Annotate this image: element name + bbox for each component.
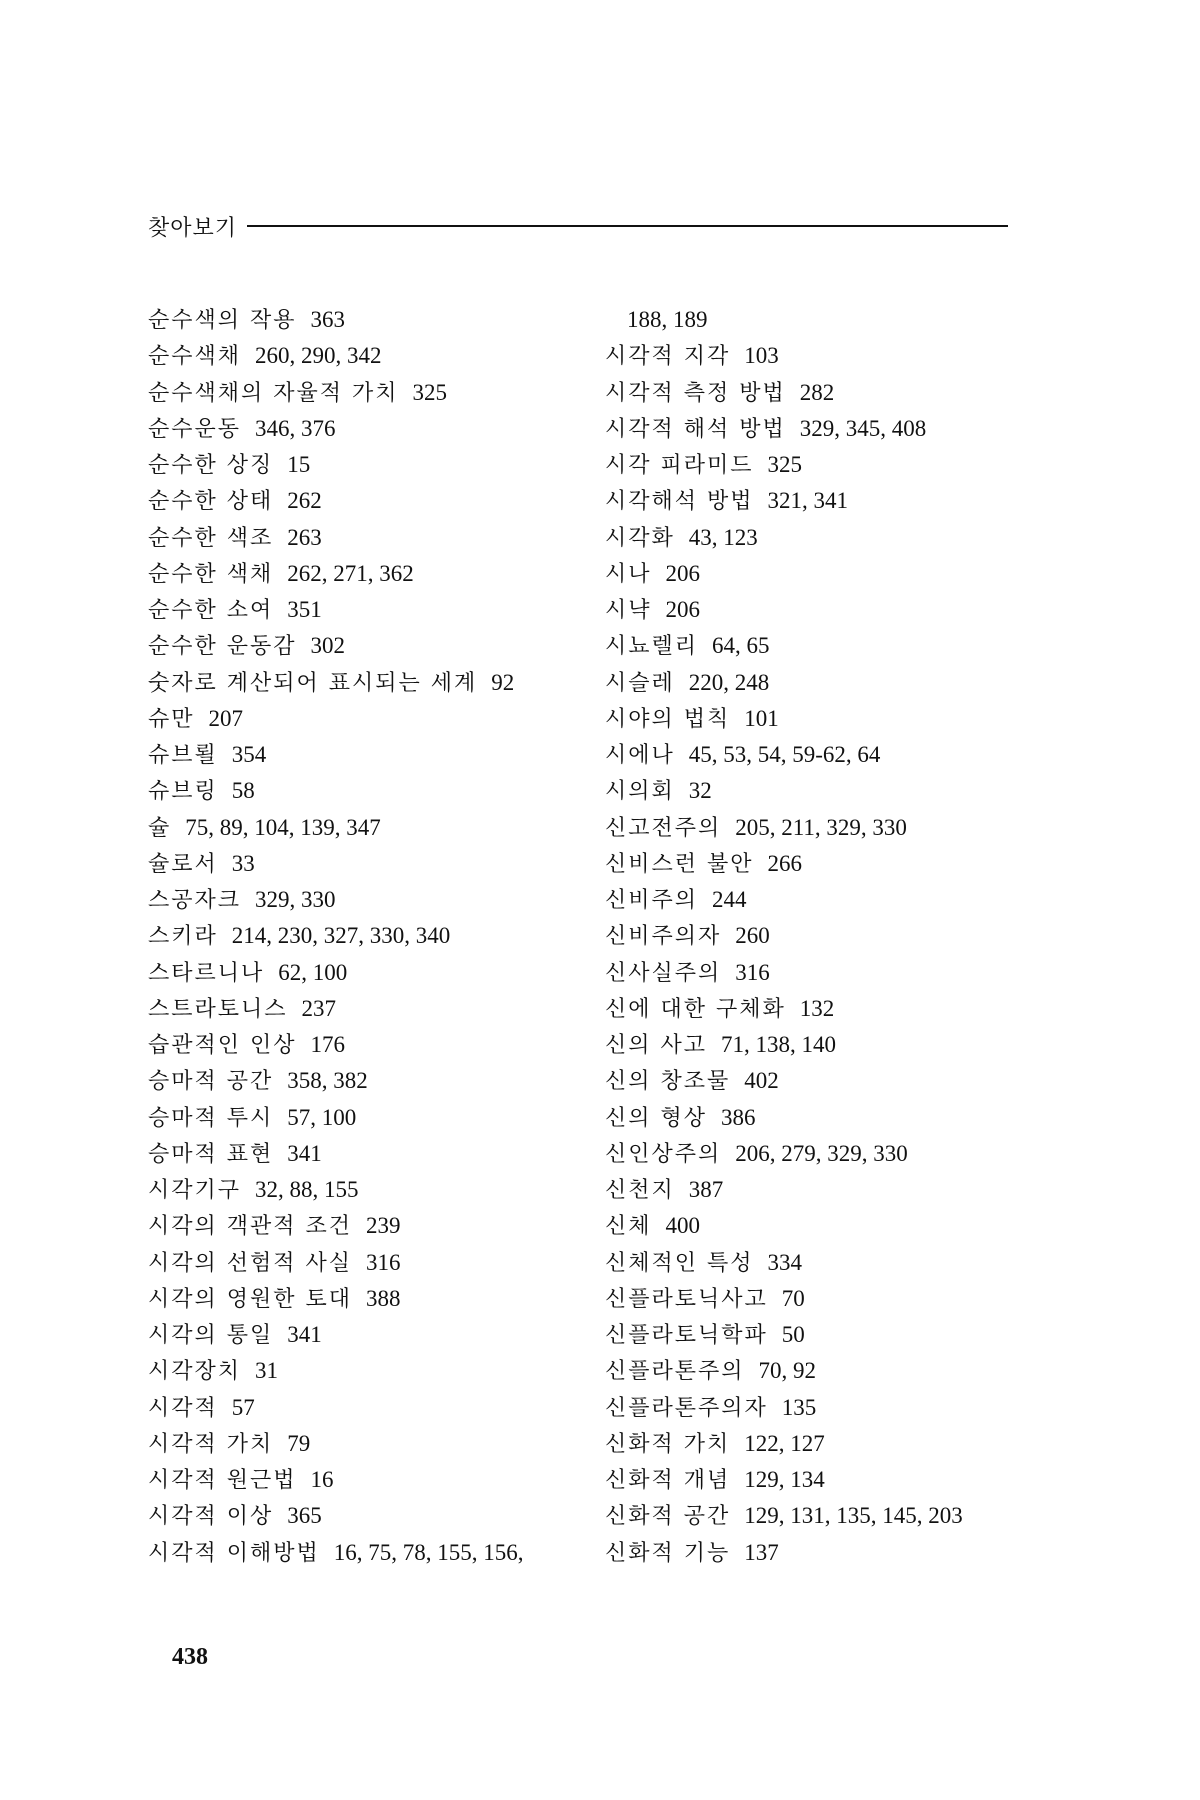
index-term: 시각적 이상 (148, 1504, 274, 1530)
index-term: 시슬레 (605, 670, 675, 696)
index-pages: 260 (735, 923, 770, 949)
index-pages: 329, 345, 408 (799, 415, 927, 441)
index-entry (605, 810, 1075, 846)
index-entry (605, 556, 1075, 592)
index-entry (605, 1281, 1075, 1317)
index-term: 순수한 운동감 (148, 634, 297, 660)
index-term: 신체적인 특성 (605, 1250, 754, 1276)
index-pages: 206, 279, 329, 330 (735, 1140, 908, 1166)
index-entry (148, 338, 618, 374)
index-entry (605, 955, 1075, 991)
index-term: 시각적 이해방법 (148, 1540, 320, 1566)
index-pages: 365 (287, 1503, 322, 1529)
index-pages: 71, 138, 140 (721, 1032, 837, 1057)
index-entry (148, 375, 618, 411)
index-entry (148, 1172, 618, 1208)
index-pages: 262 (287, 488, 322, 514)
index-pages: 15 (287, 452, 311, 477)
index-term: 습관적인 인상 (148, 1033, 297, 1058)
header-title: 찾아보기 (148, 215, 238, 241)
index-pages: 70 (781, 1285, 805, 1311)
index-term: 신플라토닉학파 (605, 1323, 768, 1348)
index-term: 순수한 색채 (148, 561, 274, 587)
index-term: 시각기구 (148, 1178, 242, 1203)
index-pages: 321, 341 (767, 488, 849, 514)
index-entry (605, 1498, 1075, 1534)
index-entry (605, 592, 1075, 628)
index-pages: 302 (310, 633, 346, 659)
index-entry (148, 1245, 618, 1281)
index-term: 신비스런 불안 (605, 851, 754, 877)
index-term: 순수한 상징 (148, 453, 274, 478)
index-entry (148, 882, 618, 918)
index-entry (605, 918, 1075, 954)
index-entry (148, 1027, 618, 1063)
index-term: 슐로서 (148, 851, 218, 877)
index-term: 시각화 (605, 525, 675, 551)
index-pages: 129, 131, 135, 145, 203 (744, 1503, 963, 1529)
index-term: 시각적 측정 방법 (605, 380, 786, 406)
index-term: 신비주의 (605, 888, 699, 913)
index-entry (148, 1136, 618, 1172)
index-term: 시의회 (605, 779, 675, 805)
index-term: 승마적 투시 (148, 1105, 274, 1131)
index-entry (148, 1462, 618, 1498)
index-pages: 325 (412, 379, 448, 405)
index-pages: 260, 290, 342 (255, 343, 382, 369)
index-entry (148, 1208, 618, 1244)
index-entry (148, 991, 618, 1027)
index-entry (605, 665, 1075, 701)
index-pages: 387 (688, 1177, 724, 1202)
index-entry (148, 447, 618, 483)
index-term: 순수색채의 자율적 가치 (148, 380, 399, 406)
index-term: 신사실주의 (605, 960, 722, 986)
index-entry (148, 773, 618, 809)
index-entry (148, 411, 618, 447)
index-pages: 351 (287, 597, 322, 622)
index-term: 순수한 상태 (148, 489, 274, 515)
index-pages: 132 (799, 995, 835, 1021)
page-number: 438 (172, 1644, 208, 1670)
index-term: 시각의 영원한 토대 (148, 1286, 353, 1312)
index-term: 시각의 선험적 사실 (148, 1250, 353, 1276)
index-pages: 32 (688, 778, 712, 804)
index-term: 시각의 통일 (148, 1323, 274, 1348)
index-pages: 316 (735, 959, 770, 985)
index-entry (605, 1390, 1075, 1426)
index-entry (605, 1136, 1075, 1172)
index-term: 신체 (605, 1214, 652, 1240)
index-entry (148, 483, 618, 519)
index-pages: 57 (231, 1394, 255, 1420)
index-term: 순수색의 작용 (148, 308, 297, 333)
index-term: 신천지 (605, 1178, 675, 1203)
index-term: 시야의 법칙 (605, 706, 731, 732)
index-entry (605, 1208, 1075, 1244)
index-pages: 129, 134 (744, 1467, 825, 1492)
index-entry (605, 447, 1075, 483)
index-entry (605, 701, 1075, 737)
index-pages: 207 (208, 705, 244, 731)
index-entry (148, 556, 618, 592)
index-entry (605, 1317, 1075, 1353)
index-entry (148, 628, 618, 664)
index-entry (605, 991, 1075, 1027)
index-entry (605, 1245, 1075, 1281)
index-term: 순수한 소여 (148, 598, 274, 623)
index-entry (148, 1535, 618, 1571)
index-pages: 214, 230, 327, 330, 340 (231, 923, 451, 949)
index-entry (605, 846, 1075, 882)
index-pages: 341 (287, 1140, 322, 1166)
index-term: 신고전주의 (605, 815, 722, 841)
index-term: 시각 피라미드 (605, 453, 754, 478)
index-entry (605, 1172, 1075, 1208)
index-term: 시냑 (605, 598, 652, 623)
index-pages: 386 (721, 1104, 756, 1130)
index-entry (148, 1281, 618, 1317)
index-pages: 57, 100 (287, 1104, 357, 1130)
index-pages: 92 (491, 669, 515, 695)
index-term: 스트라토니스 (148, 996, 288, 1022)
index-pages: 176 (310, 1032, 346, 1057)
index-term: 신화적 가치 (605, 1431, 731, 1457)
index-term: 신비주의자 (605, 924, 722, 950)
index-pages: 262, 271, 362 (287, 560, 414, 586)
index-pages: 58 (231, 778, 255, 804)
running-header (148, 206, 1008, 246)
index-term: 스공자크 (148, 888, 242, 913)
index-pages: 329, 330 (255, 887, 336, 912)
index-entry (148, 665, 618, 701)
index-entry (148, 1390, 618, 1426)
index-pages: 316 (366, 1249, 401, 1275)
index-entry (605, 882, 1075, 918)
index-term: 시각장치 (148, 1359, 242, 1385)
index-term: 신화적 기능 (605, 1540, 731, 1566)
index-pages: 62, 100 (278, 959, 348, 985)
index-entry (148, 1100, 618, 1136)
index-term: 신화적 개념 (605, 1468, 731, 1493)
index-pages: 50 (781, 1322, 805, 1347)
index-term: 승마적 표현 (148, 1141, 274, 1167)
index-pages: 16, 75, 78, 155, 156, (333, 1539, 524, 1565)
index-entry (148, 1063, 618, 1099)
index-entry (148, 520, 618, 556)
index-term: 신의 형상 (605, 1105, 708, 1131)
index-term: 신에 대한 구체화 (605, 996, 786, 1022)
index-entry (148, 592, 618, 628)
index-entry (148, 701, 618, 737)
index-term: 승마적 공간 (148, 1069, 274, 1095)
index-pages: 266 (767, 850, 803, 876)
index-entry (605, 520, 1075, 556)
index-pages: 16 (310, 1467, 334, 1492)
index-entry (605, 1100, 1075, 1136)
index-pages: 33 (231, 850, 255, 876)
index-pages: 354 (231, 742, 267, 767)
index-term: 시각적 지각 (605, 344, 731, 370)
index-entry (605, 338, 1075, 374)
index-pages: 206 (665, 597, 701, 622)
index-term: 시나 (605, 561, 652, 587)
index-pages: 358, 382 (287, 1068, 368, 1094)
index-term: 슐 (148, 815, 172, 841)
index-pages: 388 (366, 1285, 401, 1311)
index-term: 스키라 (148, 924, 218, 950)
index-pages: 45, 53, 54, 59-62, 64 (688, 742, 881, 767)
index-term: 숫자로 계산되어 표시되는 세계 (148, 670, 478, 696)
index-column-left (148, 302, 618, 1571)
index-pages: 137 (744, 1539, 779, 1565)
index-pages: 206 (665, 560, 701, 586)
index-entry (605, 302, 1075, 338)
index-pages: 101 (744, 705, 779, 731)
index-pages: 79 (287, 1430, 311, 1456)
index-entry (605, 737, 1075, 773)
index-term: 시각적 가치 (148, 1431, 274, 1457)
index-term: 슈만 (148, 706, 195, 732)
index-entry (148, 1353, 618, 1389)
index-term: 시각적 해석 방법 (605, 416, 786, 442)
index-entry (605, 411, 1075, 447)
index-pages: 103 (744, 343, 779, 369)
index-entry (605, 1027, 1075, 1063)
index-entry (148, 302, 618, 338)
index-pages: 239 (366, 1213, 401, 1239)
index-pages: 205, 211, 329, 330 (735, 814, 907, 840)
index-term: 슈브뢸 (148, 743, 218, 768)
index-entry (605, 1063, 1075, 1099)
index-entry (605, 1426, 1075, 1462)
index-term: 시뇨렐리 (605, 634, 699, 660)
index-pages: 237 (301, 995, 337, 1021)
index-pages: 363 (310, 307, 346, 332)
index-entry (148, 1426, 618, 1462)
index-pages: 32, 88, 155 (255, 1177, 359, 1202)
header-rule (247, 225, 1008, 227)
index-pages: 282 (799, 379, 835, 405)
index-entry (605, 1353, 1075, 1389)
index-pages: 334 (767, 1249, 803, 1275)
index-term: 신플라톤주의자 (605, 1395, 768, 1421)
index-term: 시각적 (148, 1395, 218, 1421)
index-column-right (605, 302, 1075, 1571)
index-term: 시에나 (605, 743, 675, 768)
index-entry (148, 918, 618, 954)
index-term: 슈브링 (148, 779, 218, 805)
index-pages: 220, 248 (688, 669, 770, 695)
index-term: 순수색채 (148, 344, 242, 370)
index-term: 순수한 색조 (148, 525, 274, 551)
index-term: 신의 사고 (605, 1033, 708, 1058)
index-pages: 341 (287, 1322, 322, 1347)
index-entry (148, 1317, 618, 1353)
index-pages: 346, 376 (255, 415, 336, 441)
index-entry (148, 1498, 618, 1534)
index-term: 신플라토닉사고 (605, 1286, 768, 1312)
index-term: 스타르니나 (148, 960, 265, 986)
index-entry (605, 773, 1075, 809)
index-term: 순수운동 (148, 416, 242, 442)
index-term: 시각해석 방법 (605, 489, 754, 515)
index-term: 신화적 공간 (605, 1504, 731, 1530)
index-entry (605, 1462, 1075, 1498)
index-entry (605, 375, 1075, 411)
index-term: 신인상주의 (605, 1141, 722, 1167)
index-pages: 75, 89, 104, 139, 347 (185, 814, 381, 840)
index-term: 신의 창조물 (605, 1069, 731, 1095)
index-term: 시각의 객관적 조건 (148, 1214, 353, 1240)
index-pages: 64, 65 (712, 633, 770, 659)
index-entry (148, 955, 618, 991)
index-pages: 135 (781, 1394, 817, 1420)
index-pages: 325 (767, 452, 803, 477)
index-pages: 122, 127 (744, 1430, 825, 1456)
index-pages: 263 (287, 524, 322, 550)
index-pages: 188, 189 (627, 307, 708, 332)
index-entry (605, 628, 1075, 664)
index-entry (148, 737, 618, 773)
index-entry (148, 846, 618, 882)
index-pages: 244 (712, 887, 747, 912)
index-term: 신플라톤주의 (605, 1359, 745, 1385)
index-entry (605, 483, 1075, 519)
index-pages: 31 (255, 1358, 279, 1384)
index-entry (148, 810, 618, 846)
index-entry (605, 1535, 1075, 1571)
index-pages: 400 (665, 1213, 701, 1239)
index-pages: 43, 123 (688, 524, 758, 550)
index-pages: 70, 92 (758, 1358, 817, 1384)
index-pages: 402 (744, 1068, 779, 1094)
index-term: 시각적 원근법 (148, 1468, 297, 1493)
